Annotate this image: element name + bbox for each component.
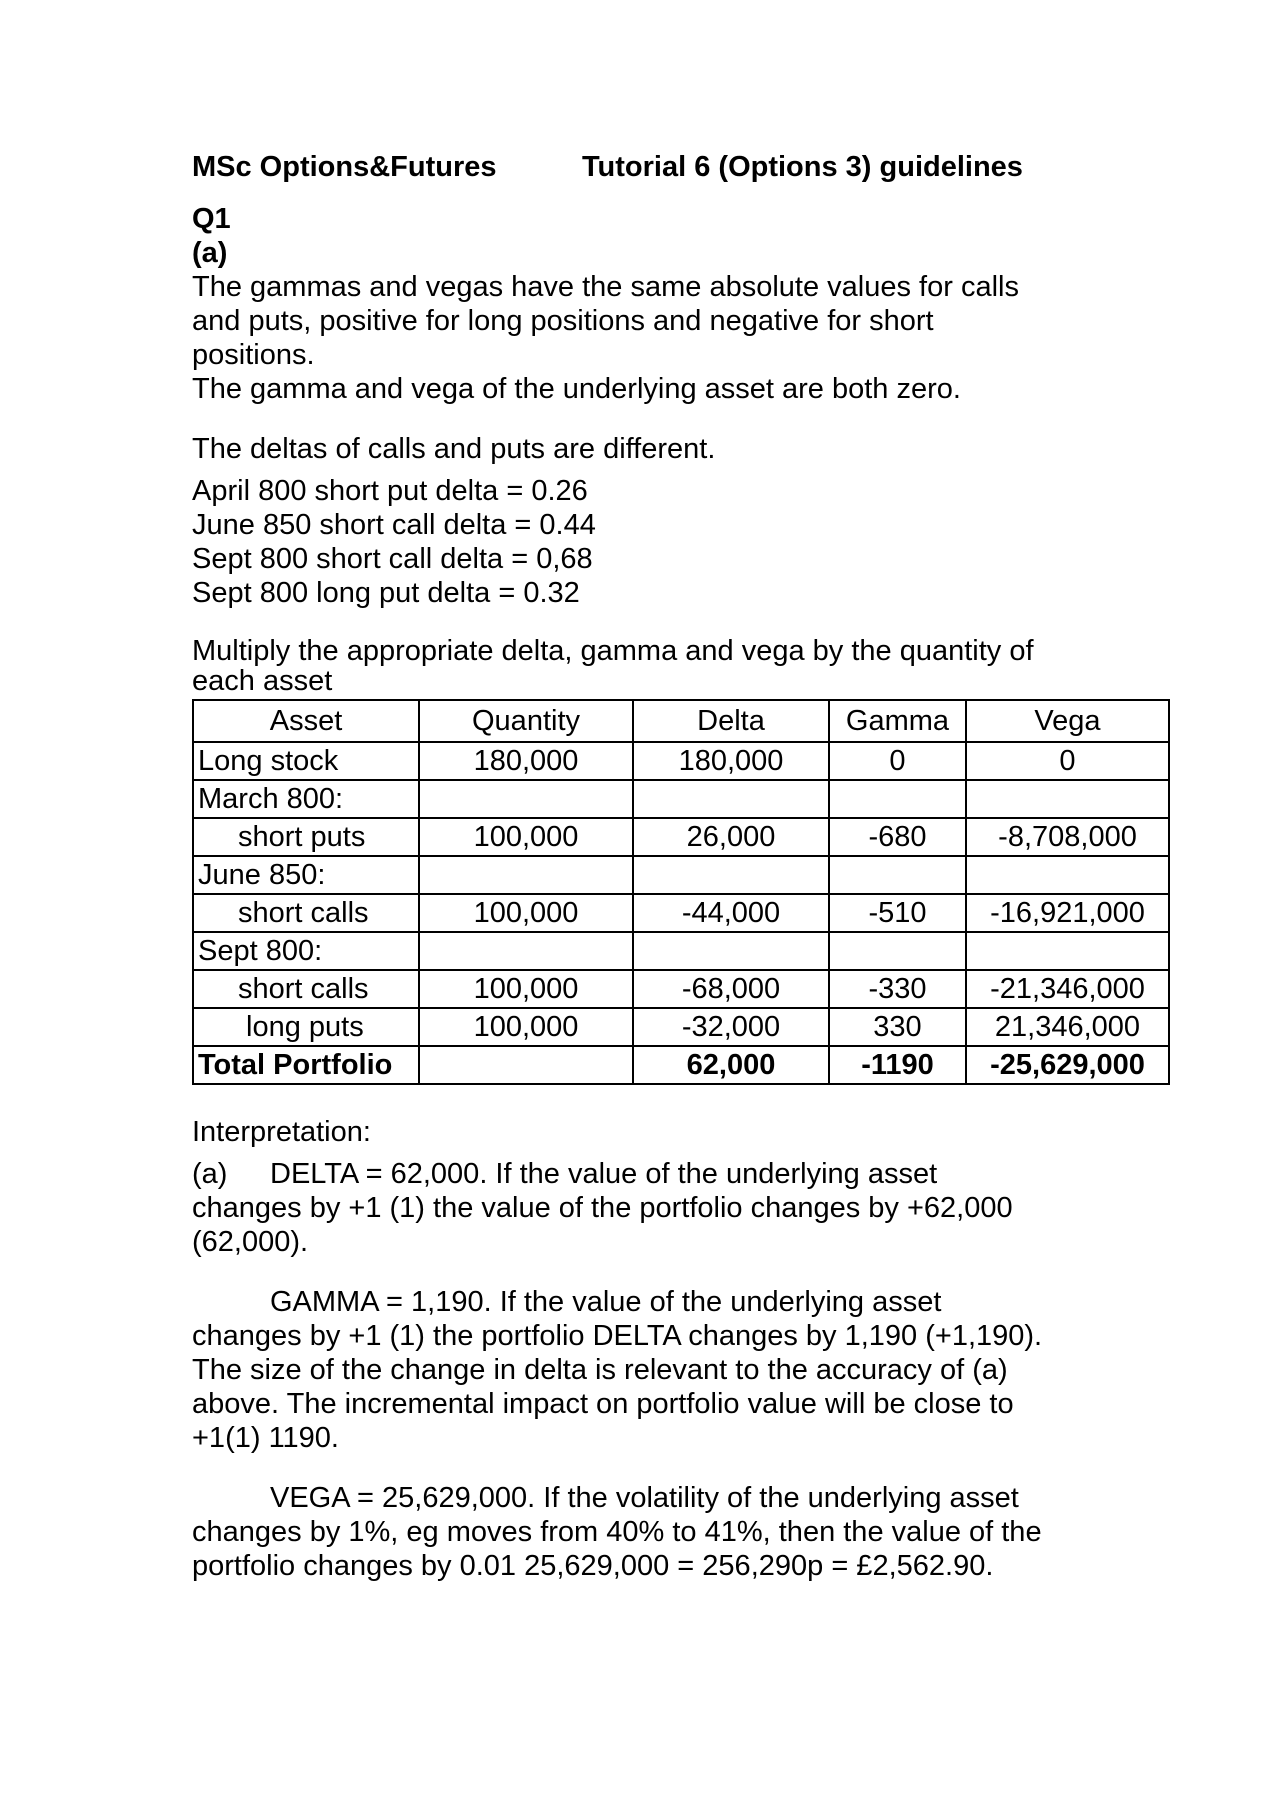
cell-quantity: 100,000 (419, 894, 633, 932)
gamma-interpretation-line: +1(1) 1190. (192, 1422, 339, 1454)
delta-interpretation-line: changes by +1 (1) the value of the portfolio changes by +62,000 (192, 1192, 1013, 1224)
greeks-table (192, 699, 1170, 1085)
delta-line: Sept 800 long put delta = 0.32 (192, 577, 580, 609)
deltas-note: The deltas of calls and puts are different. (192, 433, 716, 465)
delta-line: June 850 short call delta = 0.44 (192, 509, 596, 541)
cell-delta (633, 856, 829, 894)
col-header-delta: Delta (633, 700, 829, 742)
cell-quantity: 100,000 (419, 970, 633, 1008)
page-header (192, 150, 1172, 190)
cell-gamma: -330 (829, 970, 966, 1008)
vega-interpretation-line: changes by 1%, eg moves from 40% to 41%, then the value of the (192, 1516, 1042, 1548)
tutorial-title: Tutorial 6 (Options 3) guidelines (582, 151, 1023, 183)
vega-interpretation-line: portfolio changes by 0.01 25,629,000 = 256,290p = £2,562.90. (192, 1550, 994, 1582)
gamma-interpretation-line: GAMMA = 1,190. If the value of the underlying asset (270, 1286, 942, 1318)
delta-interpretation-line (192, 1157, 1172, 1191)
table-row (193, 780, 1169, 818)
total-label: Total Portfolio (193, 1046, 419, 1084)
table-row (193, 932, 1169, 970)
cell-gamma (829, 780, 966, 818)
cell-vega: -8,708,000 (966, 818, 1169, 856)
interpretation-title: Interpretation: (192, 1116, 371, 1148)
table-row (193, 970, 1169, 1008)
total-gamma: -1190 (829, 1046, 966, 1084)
cell-gamma (829, 856, 966, 894)
gamma-interpretation-line: The size of the change in delta is relevant to the accuracy of (a) (192, 1354, 1008, 1386)
cell-asset: short puts (193, 818, 419, 856)
total-row (193, 1046, 1169, 1084)
total-vega: -25,629,000 (966, 1046, 1169, 1084)
cell-gamma: 0 (829, 742, 966, 780)
gamma-interpretation-line: above. The incremental impact on portfolio value will be close to (192, 1388, 1014, 1420)
document-page (192, 150, 1172, 1583)
cell-gamma (829, 932, 966, 970)
table-row (193, 856, 1169, 894)
cell-delta (633, 780, 829, 818)
cell-gamma: -680 (829, 818, 966, 856)
delta-line: Sept 800 short call delta = 0,68 (192, 543, 593, 575)
question-number: Q1 (192, 203, 231, 235)
cell-delta: -44,000 (633, 894, 829, 932)
table-row (193, 818, 1169, 856)
delta-label: (a) (192, 1158, 228, 1190)
cell-vega (966, 780, 1169, 818)
cell-quantity: 100,000 (419, 1008, 633, 1046)
cell-asset: long puts (193, 1008, 419, 1046)
total-delta: 62,000 (633, 1046, 829, 1084)
multiply-note: each asset (192, 665, 333, 697)
col-header-quantity: Quantity (419, 700, 633, 742)
multiply-note: Multiply the appropriate delta, gamma and vega by the quantity of (192, 635, 1034, 667)
cell-delta: -32,000 (633, 1008, 829, 1046)
total-quantity (419, 1046, 633, 1084)
cell-asset: Sept 800: (193, 932, 419, 970)
intro-line: and puts, positive for long positions and negative for short (192, 305, 934, 337)
course-title: MSc Options&Futures (192, 151, 497, 183)
cell-vega (966, 856, 1169, 894)
table-row (193, 894, 1169, 932)
cell-vega: 0 (966, 742, 1169, 780)
cell-asset: June 850: (193, 856, 419, 894)
cell-quantity (419, 780, 633, 818)
cell-gamma: 330 (829, 1008, 966, 1046)
cell-vega: -21,346,000 (966, 970, 1169, 1008)
cell-asset: short calls (193, 970, 419, 1008)
gamma-interpretation-line: changes by +1 (1) the portfolio DELTA changes by 1,190 (+1,190). (192, 1320, 1043, 1352)
cell-asset: March 800: (193, 780, 419, 818)
col-header-asset: Asset (193, 700, 419, 742)
cell-quantity: 180,000 (419, 742, 633, 780)
table-row (193, 1008, 1169, 1046)
cell-gamma: -510 (829, 894, 966, 932)
delta-interpretation-line: (62,000). (192, 1226, 309, 1258)
table-header-row (193, 700, 1169, 742)
cell-vega: 21,346,000 (966, 1008, 1169, 1046)
question-part: (a) (192, 237, 228, 269)
col-header-vega: Vega (966, 700, 1169, 742)
table-row (193, 742, 1169, 780)
col-header-gamma: Gamma (829, 700, 966, 742)
cell-quantity: 100,000 (419, 818, 633, 856)
intro-line: The gammas and vegas have the same absolute values for calls (192, 271, 1019, 303)
cell-asset: short calls (193, 894, 419, 932)
cell-asset: Long stock (193, 742, 419, 780)
delta-interpretation-text: DELTA = 62,000. If the value of the underlying asset (270, 1158, 938, 1190)
delta-line: April 800 short put delta = 0.26 (192, 475, 588, 507)
cell-vega: -16,921,000 (966, 894, 1169, 932)
cell-delta: 26,000 (633, 818, 829, 856)
intro-line: positions. (192, 339, 315, 371)
cell-delta: -68,000 (633, 970, 829, 1008)
cell-quantity (419, 932, 633, 970)
table-body (193, 742, 1169, 1084)
cell-vega (966, 932, 1169, 970)
cell-delta: 180,000 (633, 742, 829, 780)
vega-interpretation-line: VEGA = 25,629,000. If the volatility of the underlying asset (270, 1482, 1019, 1514)
cell-quantity (419, 856, 633, 894)
intro-line: The gamma and vega of the underlying asset are both zero. (192, 373, 961, 405)
cell-delta (633, 932, 829, 970)
